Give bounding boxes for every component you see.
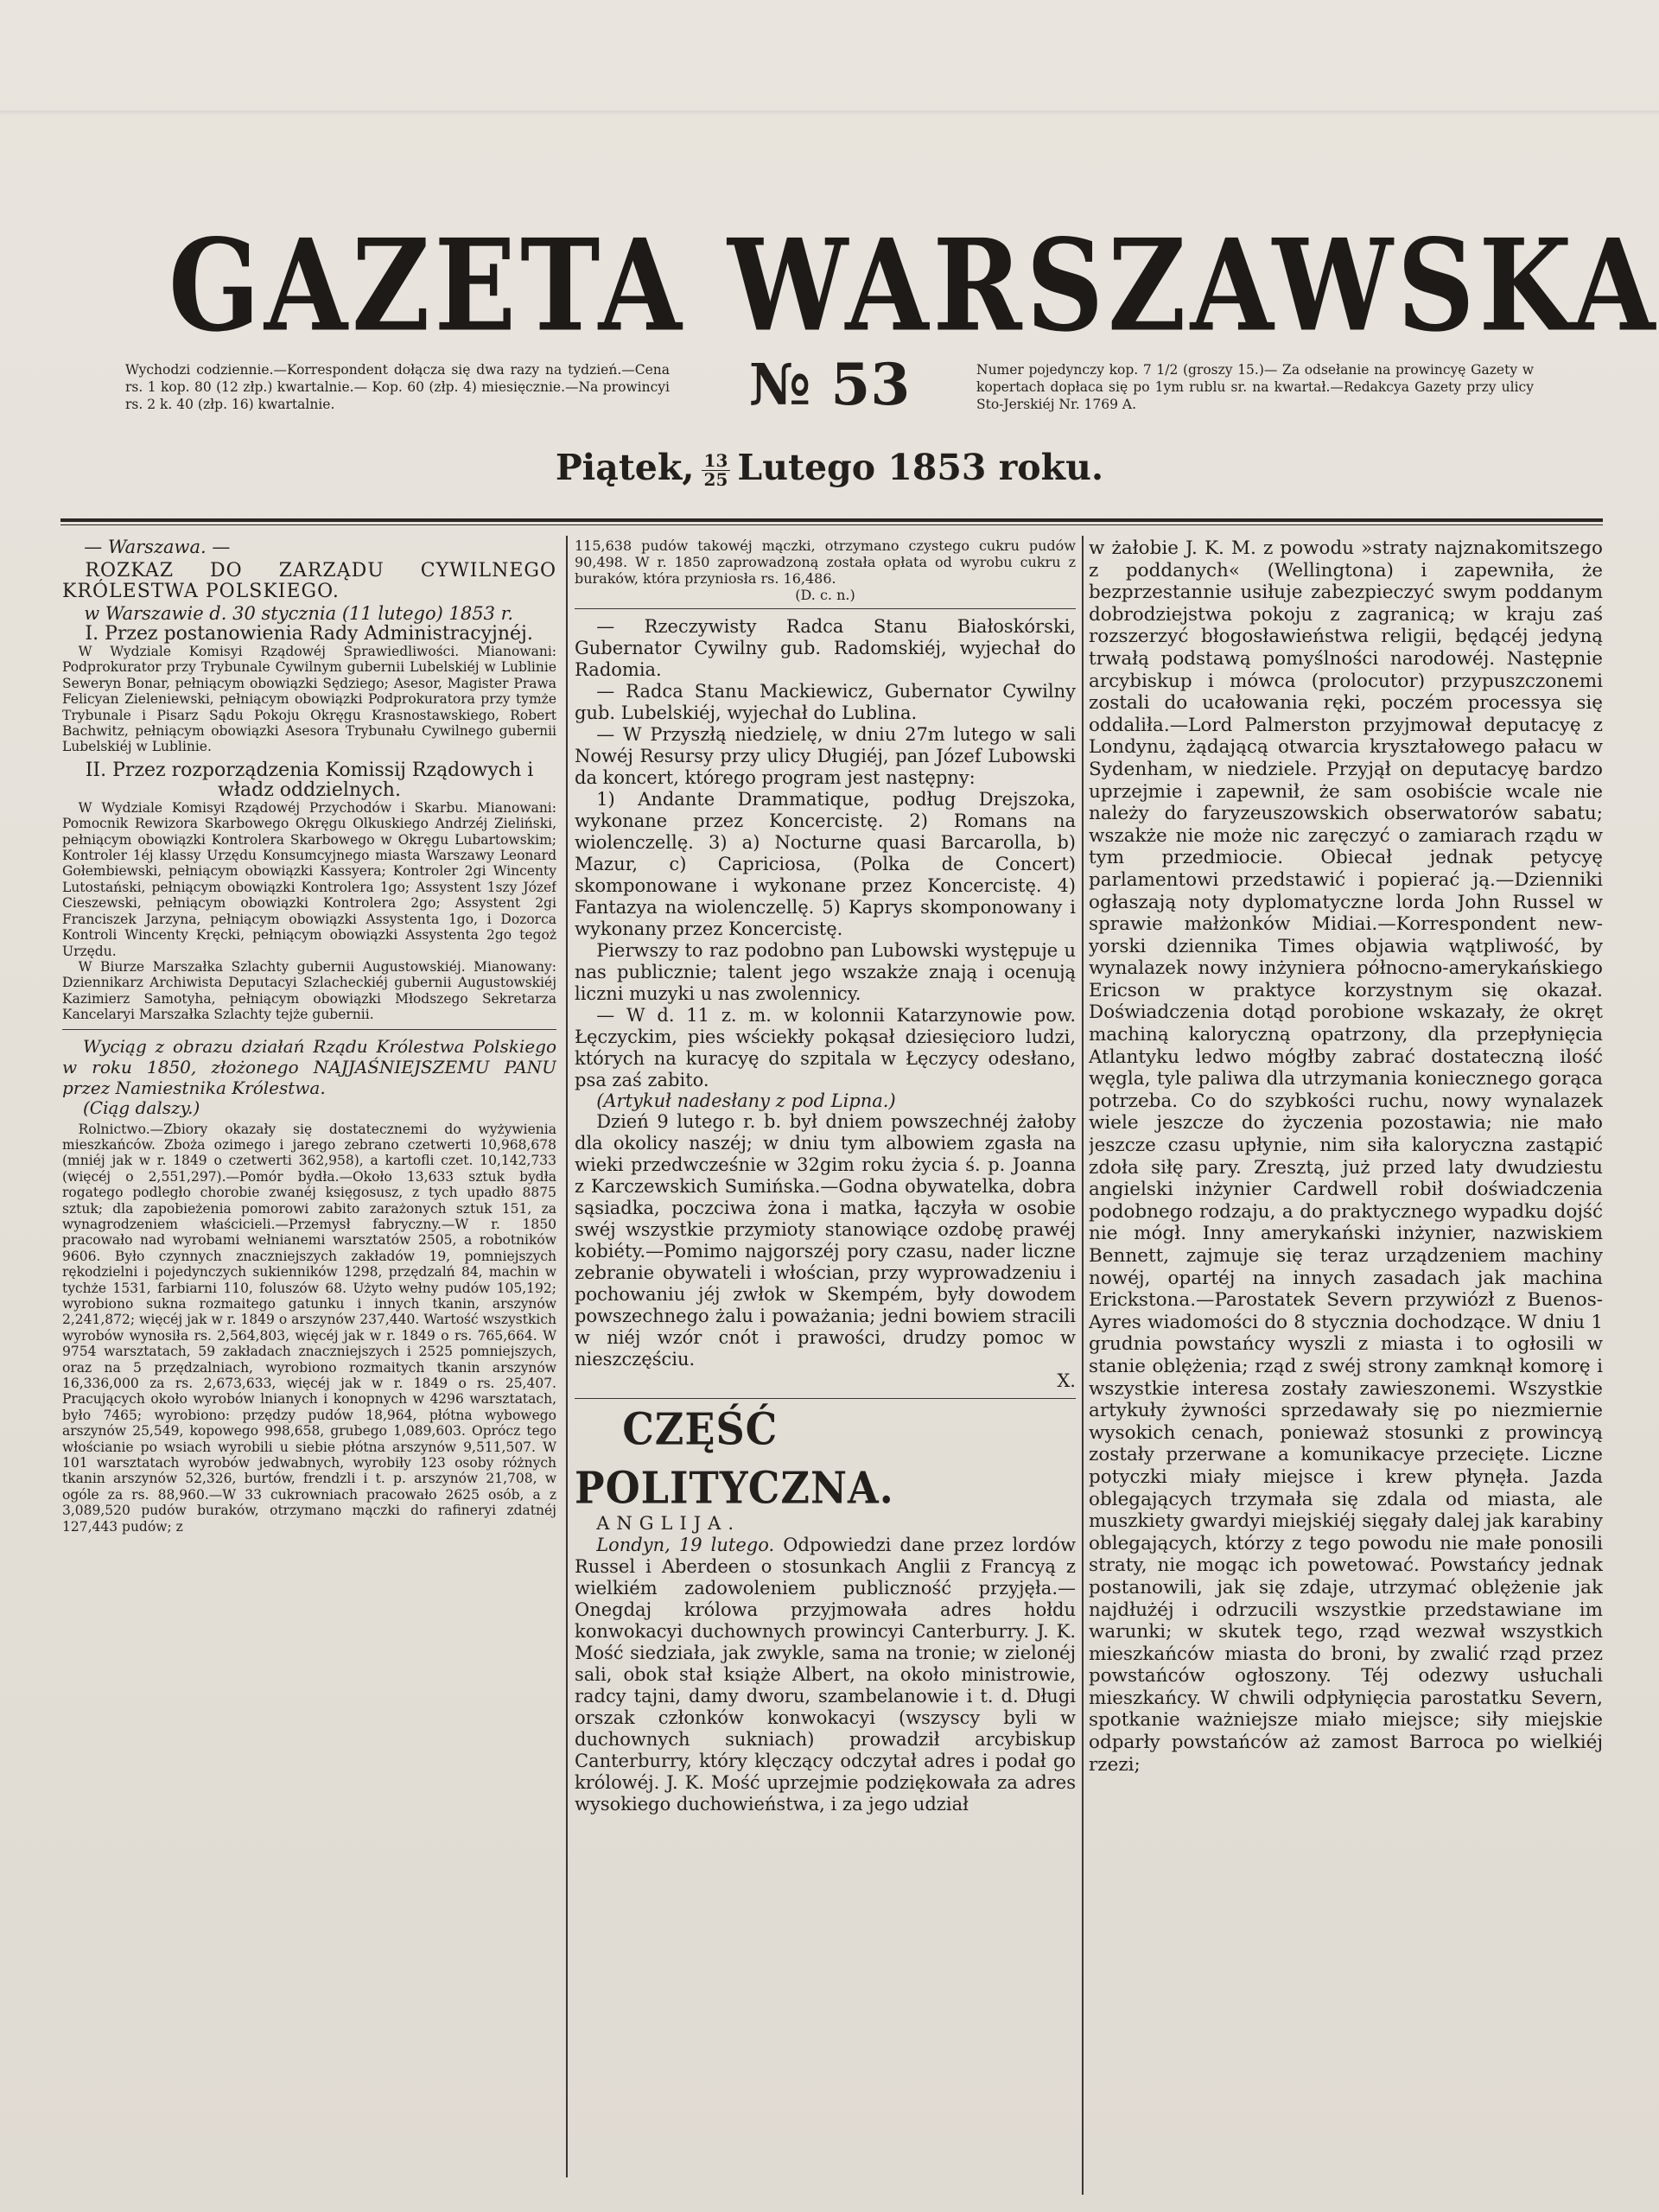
part2-text-1: W Wydziale Komisyi Rządowéj Przychodów i Skarbu. Mianowani: Pomocnik Rewizora Skarbowego Okręgu Olkuskiego Andrzéj Zieliński, pełniącym obowiązki Kontrolera Skarbowego w Okręgu Lubartowskim; Kontroler 1éj klassy Urzędu Konsumcyjnego miasta Warszawy Leonard Gołembiewski, pełniącym obowiązki Kassyera; Kontroler 2gi Wincenty Lutostański, pełniącym obowiązki Kontrolera 1go; Assystent 1szy Józef Cieszewski, pełniącym obowiązki Kontrolera 2go; Assystent 2gi Franciszek Jarzyna, pełniącym obowiązki Assystenta 1go, i Dozorca Kontroli Wincenty Kręcki, pełniącym obowiązki Assystenta 2go tegoż Urzędu. (62, 799, 556, 959)
column-divider-1 (566, 536, 568, 2177)
part1-title: I. Przez postanowienia Rady Administracyjnéj. (85, 623, 533, 645)
sugar-report-end: 115,638 pudów takowéj mączki, otrzymano czystego cukru pudów 90,498. W r. 1850 zaprowadzoną została opłata od wyrobu cukru z buraków, która przyniosła rs. 16,486. (575, 537, 1076, 587)
date-fraction (702, 452, 731, 489)
column-3 (1089, 537, 1603, 2201)
concert-comment: Pierwszy to raz podobno pan Lubowski występuje u nas publicznie; talent jego wszakże znają i ocenują liczni muzyki u nas zwolennicy. (575, 940, 1076, 1004)
paper-fold-shadow (0, 111, 1659, 116)
separator (575, 608, 1076, 609)
section-warszawa: — Warszawa. — (84, 537, 231, 557)
obituary-text: Dzień 9 lutego r. b. był dniem powszechnéj żałoby dla okolicy naszéj; w dniu tym albowiem zgasła na wieki przedwcześnie w 32gim roku życia ś. p. Joanna z Karczewskich Sumińska.—Godna obywatelka, dobra sąsiadka, poczciwa żona i matka, łączyła w osobie swéj wszystkie przymioty stanowiące ozdobę prawéj kobiéty.—Pomimo najgorszéj pory czasu, nader liczne zebranie obywateli i włościan, przy wyprowadzeniu i pochowaniu jéj zwłok w Skempém, były dowodem powszechnego żalu i poważania; jedni bowiem stracili w niéj wzór cnót i prawości, drudzy pomoc w nieszczęściu. (575, 1111, 1076, 1370)
masthead-rule (60, 518, 1603, 525)
part2-text-2: W Biurze Marszałka Szlachty gubernii Augustowskiéj. Mianowany: Dziennikarz Archiwista Deputacyi Szlacheckiéj gubernii Augustowskiéj Kazimierz Samotyha, pełniącym obowiązki Młodszego Sekretarza Kancelaryi Marszałka Szlachty tejże gubernii. (62, 958, 556, 1023)
concert-program: 1) Andante Drammatique, podług Drejszoka, wykonane przez Koncercistę. 2) Romans na wiolenczellę. 3) a) Nocturne quasi Barcarolla, b) Mazur, c) Capriciosa, (Polka de Concert) skomponowane i wykonane przez Koncercistę. 4) Fantazya na wiolenczellę. 5) Kaprys skomponowany i wykonany przez Koncercistę. (575, 789, 1076, 939)
news-rabid-dog: — W d. 11 z. m. w kolonnii Katarzynowie pow. Łęczyckim, pies wściekły pokąsał dziesięcioro ludzi, których na kuracyę do szpitala w Łęczycy odesłano, psa zaś zabito. (575, 1005, 1076, 1090)
column-1 (62, 537, 556, 2201)
news-mackiewicz: — Radca Stanu Mackiewicz, Gubernator Cywilny gub. Lubelskiéj, wyjechał do Lublina. (575, 681, 1076, 723)
date-julian: 13 (702, 452, 731, 471)
imprint-right: Numer pojedynczy kop. 7 1/2 (groszy 15.)— Za odsełanie na prowincyę Gazety w kopertach dopłaca się po 1ym rublu sr. na kwartał.—Redakcya Gazety przy ulicy Sto-Jerskiéj Nr. 1769 A. (976, 362, 1534, 412)
news-concert: — W Przyszłą niedzielę, w dniu 27m lutego w sali Nowéj Resursy przy ulicy Długiéj, pan Józef Lubowski da koncert, którego program jest następny: (575, 724, 1076, 788)
masthead-title: GAZETA WARSZAWSKA (168, 212, 1659, 360)
column-2 (575, 537, 1076, 2201)
issue-date (467, 439, 1192, 496)
column-divider-2 (1082, 536, 1084, 2195)
part2-title: II. Przez rozporządzenia Komissij Rządowych i władz oddzielnych. (85, 759, 534, 801)
london-dateline: Londyn, 19 lutego. (596, 1535, 775, 1555)
extract-title: Wyciąg z obrazu działań Rządu Królestwa Polskiego w roku 1850, złożonego NAJJAŚNIEJSZEMU PANU przez Namiestnika Królestwa. (62, 1035, 556, 1098)
extract-text: Rolnictwo.—Zbiory okazały się dostatecznemi do wyżywienia mieszkańców. Zboża ozimego i jarego zebrano czetwerti 10,968,678 (mniéj jak w r. 1849 o czetwerti 362,958), a kartofli czet. 10,142,733 (więcéj o 2,551,297).—Pomór bydła.—Około 13,633 sztuk bydła rogatego podległo chorobie zwanéj księgosusz, z tych upadło 8875 sztuk; dla zapobieżenia pomorowi zabito zarażonych sztuk 151, za wynagrodzeniem właścicieli.—Przemysł fabryczny.—W r. 1850 pracowało nad wyrobami wełnianemi warsztatów 2505, a robotników 9606. Było czynnych znaczniejszych zakładów 19, pomniejszych rękodzielni i pojedynczych sukienników 1298, przędzalń 84, machin w tychże 1531, farbiarni 110, foluszów 68. Użyto wełny pudów 105,192; wyrobiono sukna rozmaitego gatunku i innych tkanin, arszynów 2,241,872; więcéj jak w r. 1849 o arszynów 237,440. Wartość wszystkich wyrobów wynosiła rs. 2,564,803, więcéj jak w r. 1849 o rs. 765,664. W 9754 warsztatach, 59 zakładach znaczniejszych i 2525 pomniejszych, oraz na 5 przędzalniach, wyrobiono rozmaitych tkanin arszynów 16,336,000 za rs. 2,673,633, więcéj jak w r. 1849 o rs. 25,407. Pracujących około wyrobów lnianych i konopnych w 4296 warsztatach, było 7465; wyrobiono: przędzy pudów 18,964, płótna wybowego arszynów 25,549, kopowego 998,658, grubego 1,089,603. Oprócz tego włościanie po wsiach wyrobili u siebie płótna arszynów 9,511,507. W 101 warsztatach wyrobów jedwabnych, wyrobiły 123 osoby różnych tkanin arszynów 52,326, burtów, frendzli i t. p. arszynów 21,708, w ogóle za rs. 88,960.—W 33 cukrowniach pracowało 2625 osób, a z 3,089,520 pudów buraków, otrzymano mączki do rafineryi zdatnéj 127,443 pudów; z (62, 1121, 556, 1535)
imprint-left: Wychodzi codziennie.—Korrespondent dołącza się dwa razy na tydzień.—Cena rs. 1 kop. 80 (12 złp.) kwartalnie.— Kop. 60 (złp. 4) miesięcznie.—Na prowincyi rs. 2 k. 40 (złp. 16) kwartalnie. (125, 362, 670, 412)
extract-continued: (Ciąg dalszy.) (83, 1096, 200, 1118)
article-title-lipno: (Artykuł nadesłany z pod Lipna.) (596, 1090, 896, 1111)
decree-heading: ROZKAZ DO ZARZĄDU CYWILNEGO KRÓLESTWA POLSKIEGO. (62, 560, 556, 602)
part1-text: W Wydziale Komisyi Rządowéj Sprawiedliwości. Mianowani: Podprokurator przy Trybunale Cywilnym gubernii Lubelskiéj w Lublinie Seweryn Bonar, pełniącym obowiązki Sędziego; Asesor, Magister Prawa Felicyan Zieleniewski, pełniącym obowiązki Podprokuratora przy tymże Trybunale i Pisarz Sądu Pokoju Okręgu Krasnostawskiego, Robert Bachwitz, pełniącym obowiązki Asesora Trybunału Cywilnego gubernii Lubelskiéj w Lublinie. (62, 644, 556, 755)
obituary-signature: X. (1057, 1370, 1076, 1391)
separator (62, 1029, 556, 1030)
date-month-year: Lutego 1853 roku. (737, 447, 1104, 488)
london-report-continued: w żałobie J. K. M. z powodu »straty najznakomitszego z poddanych« (Wellingtona) i zapewniła, że bezprzestannie usiłuje zabezpieczyć swym poddanym dobrodziejstwa pokoju z zagranicą; w kraju zaś rozszerzyć błogosławieństwa religii, będącéj jedyną trwałą podstawą pomyślności narodowéj. Następnie arcybiskup i mówca (prolocutor) przypuszczonemi zostali do ucałowania ręki, poczém processya się oddaliła.—Lord Palmerston przyjmował deputacyę z Londynu, żądającą otwarcia kryształowego pałacu w Sydenham, w niedziele. Przyjął on deputacyę bardzo uprzejmie i zapewnił, że sam osobiście wcale nie należy do faryzeuszowskich obserwatorów sabatu; wszakże nie może nic zaręczyć o zamiarach rządu w tym przedmiocie. Obiecał jednak petycyę parlamentowi przedstawić i popierać ją.—Dzienniki ogłaszają noty dyplomatyczne lorda John Russel w sprawie małżonków Midiai.—Korrespondent new-yorski dziennika Times objawia wątpliwość, by wynalazek nowy inżyniera północno-amerykańskiego Ericson w praktyce korzystnym się okazał. Doświadczenia dotąd porobione wskazały, że okręt machiną kaloryczną opatrzony, dla przepłynięcia Atlantyku ledwo mógłby zabrać dostateczną ilość węgla, tyle paliwa dla utrzymania koniecznego gorąca potrzeba. Co do szybkości ruchu, nowy wynalazek wiele jeszcze do życzenia pozostawia; nie mało jeszcze czasu upłynie, nim siła kaloryczna zastąpić zdoła siłę pary. Zresztą, już przed laty dwudziestu angielski inżynier Cardwell robił doświadczenia podobnego rodzaju, a do praktycznego wypadku dojść nie mógł. Inny amerykański inżynier, nazwiskiem Bennett, zajmuje się teraz urządzeniem machiny nowéj, opartéj na innych zasadach jak machina Erickstona.—Parostatek Severn przywiózł z Buenos-Ayres wiadomości do 8 stycznia dochodzące. W dniu 1 grudnia powstańcy wyszli z miasta i to ogłosili w stanie oblężenia; rząd z swéj strony zamknął komorę i wszystkie interesa zostały zawieszonemi. Wszystkie artykuły żywności sprzedawały się po niezmiernie wysokich cenach, ponieważ stosunki z prowincyą zostały przerwane a komunikacye przecięte. Liczne potyczki miały miejsce i krew płynęła. Jazda oblegających trzymała się zdala od miasta, ale muszkiety gwardyi miejskiéj sięgały dalej jak karabiny oblegających, którzy z tego powodu nie małe ponosili straty, nie mogąc ich powetować. Powstańcy jednak postanowili, jak się zdaje, utrzymać oblężenie jak najdłużéj i odrzucili wszystkie przedstawiane im warunki; w skutek tego, rząd wezwał wszystkich mieszkańców miasta do broni, by zwalić rząd przez powstańców ogłoszony. Téj odezwy usłuchali mieszkańcy. W chwili odpłynięcia parostatku Severn, spotkanie ważniejsze miało miejsce; siły miejskie odparły powstańców aż zamost Barroca po wielkiéj rzezi; (1089, 537, 1603, 1776)
date-weekday: Piątek, (555, 447, 695, 488)
london-report (575, 1535, 1076, 1815)
london-report-text: Odpowiedzi dane przez lordów Russel i Aberdeen o stosunkach Anglii z Francyą z wielkiém zadowoleniem publiczność przyjęła.—Onegdaj królowa przyjmowała adres hołdu konwokacyi duchownych prowincyi Canterburry. J. K. Mość siedziała, jak zwykle, sama na tronie; w zielonéj sali, obok stał książe Albert, na około ministrowie, radcy tajni, damy dworu, szambelanowie i t. d. Długi orszak członków konwokacyi (wszyscy byli w duchownych sukniach) prowadził arcybiskup Canterburry, który klęczący odczytał adres i podał go królowéj. J. K. Mość uprzejmie podziękowała za adres wysokiego duchowieństwa, i za jego udział (575, 1535, 1076, 1815)
news-bialoskorski: — Rzeczywisty Radca Stanu Białoskórski, Gubernator Cywilny gub. Radomskiéj, wyjechał do Radomia. (575, 616, 1076, 680)
decree-dateline: w Warszawie d. 30 stycznia (11 lutego) 1853 r. (84, 603, 514, 624)
sugar-report-continued: (D. c. n.) (795, 587, 855, 603)
political-section-heading: CZĘŚĆ POLITYCZNA. (575, 1403, 894, 1514)
issue-number: № 53 (748, 351, 911, 418)
country-heading-england: ANGLIJA. (596, 1513, 741, 1534)
date-gregorian: 25 (703, 469, 728, 490)
